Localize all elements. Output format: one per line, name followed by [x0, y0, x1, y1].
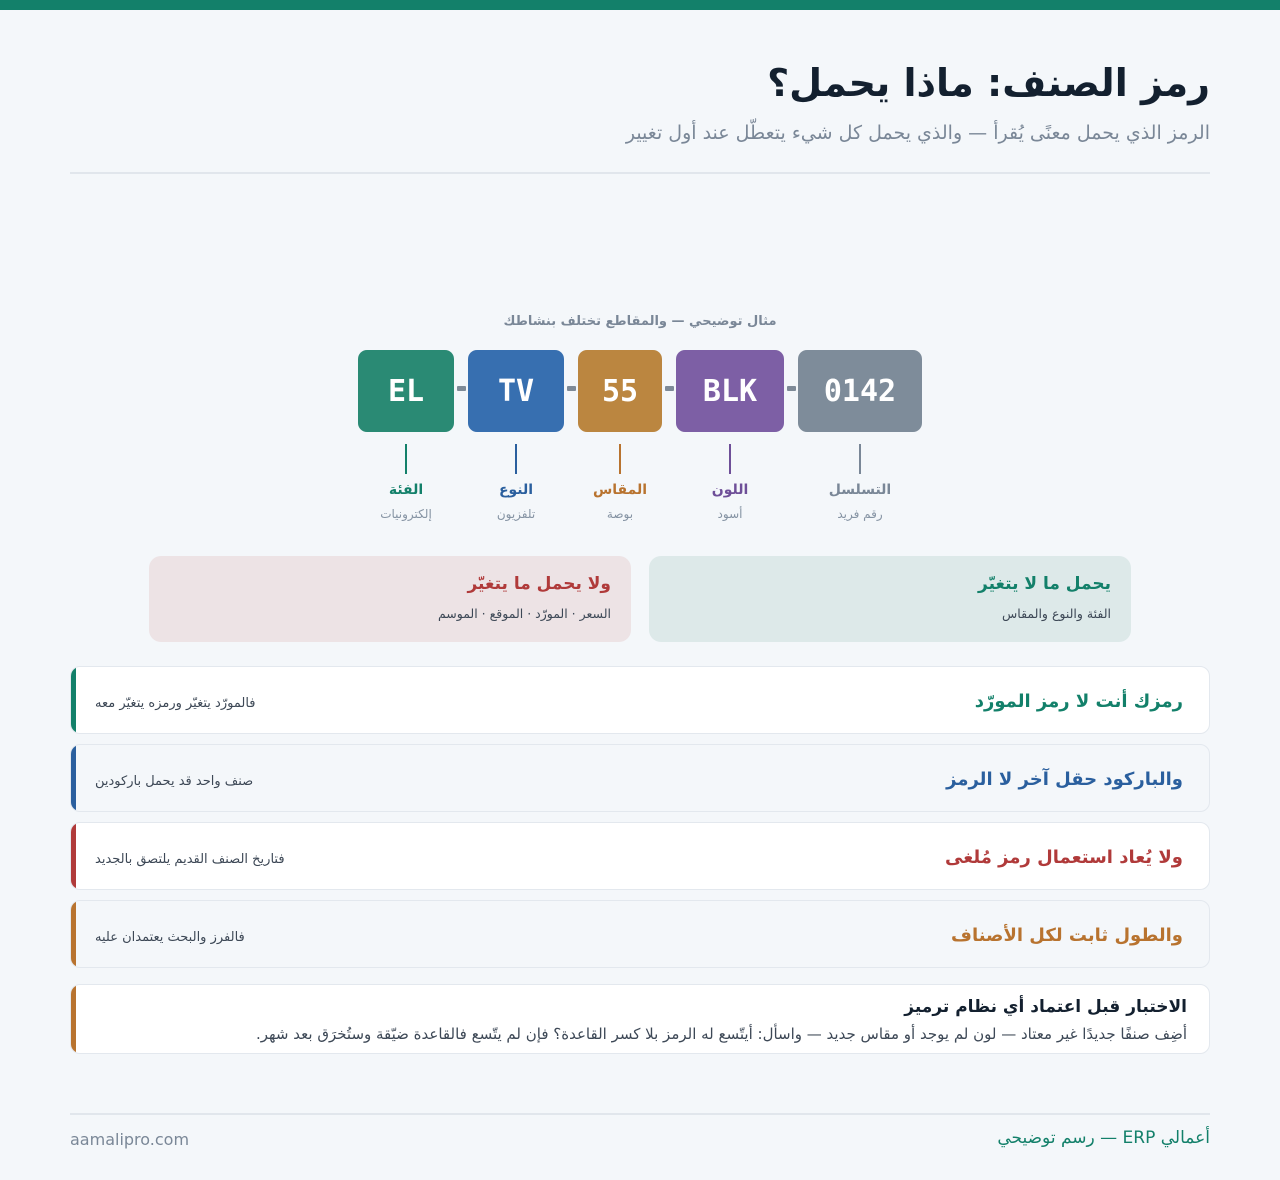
code-segment: TV — [468, 350, 564, 432]
rule-text: فالفرز والبحث يعتمدان عليه — [95, 930, 245, 945]
not-carries-title: ولا يحمل ما يتغيّر — [467, 574, 611, 594]
rule-text: فتاريخ الصنف القديم يلتصق بالجديد — [95, 852, 285, 867]
rule-accent-bar — [71, 745, 76, 811]
rule-accent-bar — [71, 901, 76, 967]
carries-text: الفئة والنوع والمقاس — [1002, 606, 1111, 621]
rule-accent-bar — [71, 823, 76, 889]
carries-title: يحمل ما لا يتغيّر — [978, 574, 1111, 594]
footer-divider — [70, 1113, 1210, 1115]
segment-separator — [665, 386, 674, 391]
segment-connector — [729, 444, 731, 474]
segment-connector — [859, 444, 861, 474]
rule-row — [70, 822, 1210, 890]
segment-label: الفئة — [388, 482, 424, 498]
rule-row — [70, 666, 1210, 734]
not-carries-box — [149, 556, 631, 642]
segment-separator — [457, 386, 466, 391]
segment-connector — [405, 444, 407, 474]
test-callout — [70, 984, 1210, 1054]
rule-accent-bar — [71, 667, 76, 733]
page-subtitle: الرمز الذي يحمل معنًى يُقرأ — والذي يحمل كل شيء يتعطّل عند أول تغيير — [625, 122, 1210, 144]
rule-title: رمزك أنت لا رمز المورّد — [974, 691, 1183, 712]
rule-text: صنف واحد قد يحمل باركودين — [95, 774, 254, 789]
not-carries-text: السعر · المورّد · الموقع · الموسم — [437, 606, 611, 621]
segment-example: بوصة — [606, 507, 634, 521]
segment-example: رقم فريد — [837, 507, 883, 521]
segment-label: التسلسل — [828, 482, 892, 498]
page-title: رمز الصنف: ماذا يحمل؟ — [767, 61, 1210, 105]
segment-separator — [567, 386, 576, 391]
carries-box — [649, 556, 1131, 642]
test-title: الاختبار قبل اعتماد أي نظام ترميز — [904, 997, 1187, 1017]
code-segment: BLK — [676, 350, 784, 432]
footer-brand: أعمالي ERP — رسم توضيحي — [997, 1128, 1210, 1148]
test-text: أضِف صنفًا جديدًا غير معتاد — لون لم يوجد أو مقاس جديد — واسأل: أيتّسع له الرمز بلا كسر القاعدة؟ فإن لم يتّسع فالقاعدة ضيّقة وستُخرَق بعد شهر. — [255, 1025, 1187, 1043]
rule-title: ولا يُعاد استعمال رمز مُلغى — [945, 847, 1183, 868]
page-header — [70, 58, 1210, 146]
segment-label: المقاس — [592, 482, 648, 498]
segment-example: تلفزيون — [496, 507, 536, 521]
rule-title: والباركود حقل آخر لا الرمز — [946, 769, 1183, 790]
segment-connector — [619, 444, 621, 474]
header-divider — [70, 172, 1210, 174]
segment-label: اللون — [711, 482, 749, 498]
code-segment: EL — [358, 350, 454, 432]
rule-text: فالمورّد يتغيّر ورمزه يتغيّر معه — [95, 696, 256, 711]
example-caption: مثال توضيحي — والمقاطع تختلف بنشاطك — [503, 314, 777, 329]
code-segment: 55 — [578, 350, 662, 432]
test-accent-bar — [71, 985, 76, 1053]
segment-example: إلكترونيات — [380, 507, 432, 521]
segment-connector — [515, 444, 517, 474]
footer-site: aamalipro.com — [70, 1130, 190, 1149]
segment-example: أسود — [717, 507, 743, 521]
code-segment: 0142 — [798, 350, 922, 432]
top-accent-bar — [0, 0, 1280, 10]
rule-row — [70, 900, 1210, 968]
segment-label: النوع — [498, 482, 534, 498]
rule-title: والطول ثابت لكل الأصناف — [951, 925, 1183, 946]
segment-separator — [787, 386, 796, 391]
rule-row — [70, 744, 1210, 812]
